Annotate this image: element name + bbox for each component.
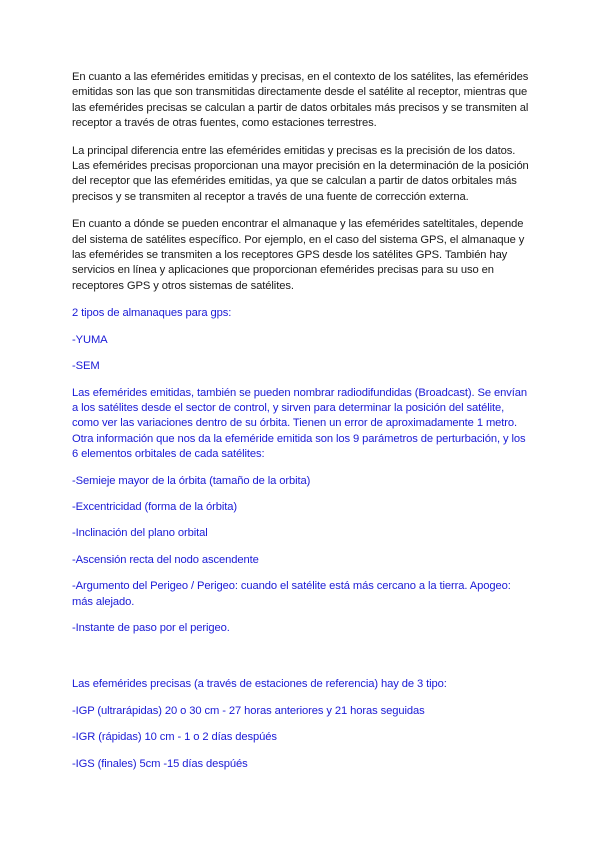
orbital-element-excentricidad: -Excentricidad (forma de la órbita) xyxy=(72,500,238,513)
orbital-element-perigeo: -Argumento del Perigeo / Perigeo: cuando el satélite está más cercano a la tierra. Apogeo: más alejado. xyxy=(72,580,511,608)
almanac-type-yuma: -YUMA xyxy=(72,333,108,346)
precise-type-igs: -IGS (finales) 5cm -15 días despúés xyxy=(72,757,248,770)
precise-type-igr: -IGR (rápidas) 10 cm - 1 o 2 días despúés xyxy=(72,731,277,744)
orbital-element-instante: -Instante de paso por el perigeo. xyxy=(72,621,230,634)
orbital-element-ascension: -Ascensión recta del nodo ascendente xyxy=(72,553,259,566)
paragraph-emitidas-vs-precisas: En cuanto a las efemérides emitidas y precisas, en el contexto de los satélites, las efemérides emitidas son las que son transmitidas directamente desde el satélite al receptor, mientras que las efemérides precisas se calculan a partir de datos orbitales más precisos y se transmiten al receptor a través de otras fuentes, como estaciones terrestres. xyxy=(72,71,529,130)
orbital-element-inclinacion: -Inclinación del plano orbital xyxy=(72,527,208,540)
precise-type-igp: -IGP (ultrarápidas) 20 o 30 cm - 27 horas anteriores y 21 horas seguidas xyxy=(72,704,425,717)
paragraph-donde-encontrar: En cuanto a dónde se pueden encontrar el almanaque y las efemérides sateltitales, depende del sistema de satélites específico. Por ejemplo, en el caso del sistema GPS, el almanaque y las efemérides se transmiten a los receptores GPS desde los satélites GPS. También hay servicios en línea y aplicaciones que proporcionan efemérides precisas para su uso en receptores GPS y otros sistemas de satélites. xyxy=(72,218,525,292)
orbital-element-semieje: -Semieje mayor de la órbita (tamaño de la orbita) xyxy=(72,474,311,487)
document-body xyxy=(72,70,532,772)
paragraph-broadcast: Las efemérides emitidas, también se pueden nombrar radiodifundidas (Broadcast). Se envían a los satélites desde el sector de control, y sirven para determinar la posición del satélite, como ver las variaciones dentro de su órbita. Tienen un error de aproximadamente 1 metro. Otra información que nos da la efeméride emitida son los 9 parámetros de perturbación, y los 6 elementos orbitales de cada satélites: xyxy=(72,386,528,461)
almanac-type-sem: -SEM xyxy=(72,360,100,373)
almanac-heading: 2 tipos de almanaques para gps: xyxy=(72,307,232,320)
paragraph-principal-diferencia: La principal diferencia entre las efemérides emitidas y precisas es la precisión de los datos. Las efemérides precisas proporcionan una mayor precisión en la determinación de la posición del receptor que las efemérides emitidas, ya que se calculan a partir de datos orbitales más precisos y se transmiten al receptor a través de una fuente de corrección externa. xyxy=(72,144,529,203)
precise-heading: Las efemérides precisas (a través de estaciones de referencia) hay de 3 tipo: xyxy=(72,678,447,691)
